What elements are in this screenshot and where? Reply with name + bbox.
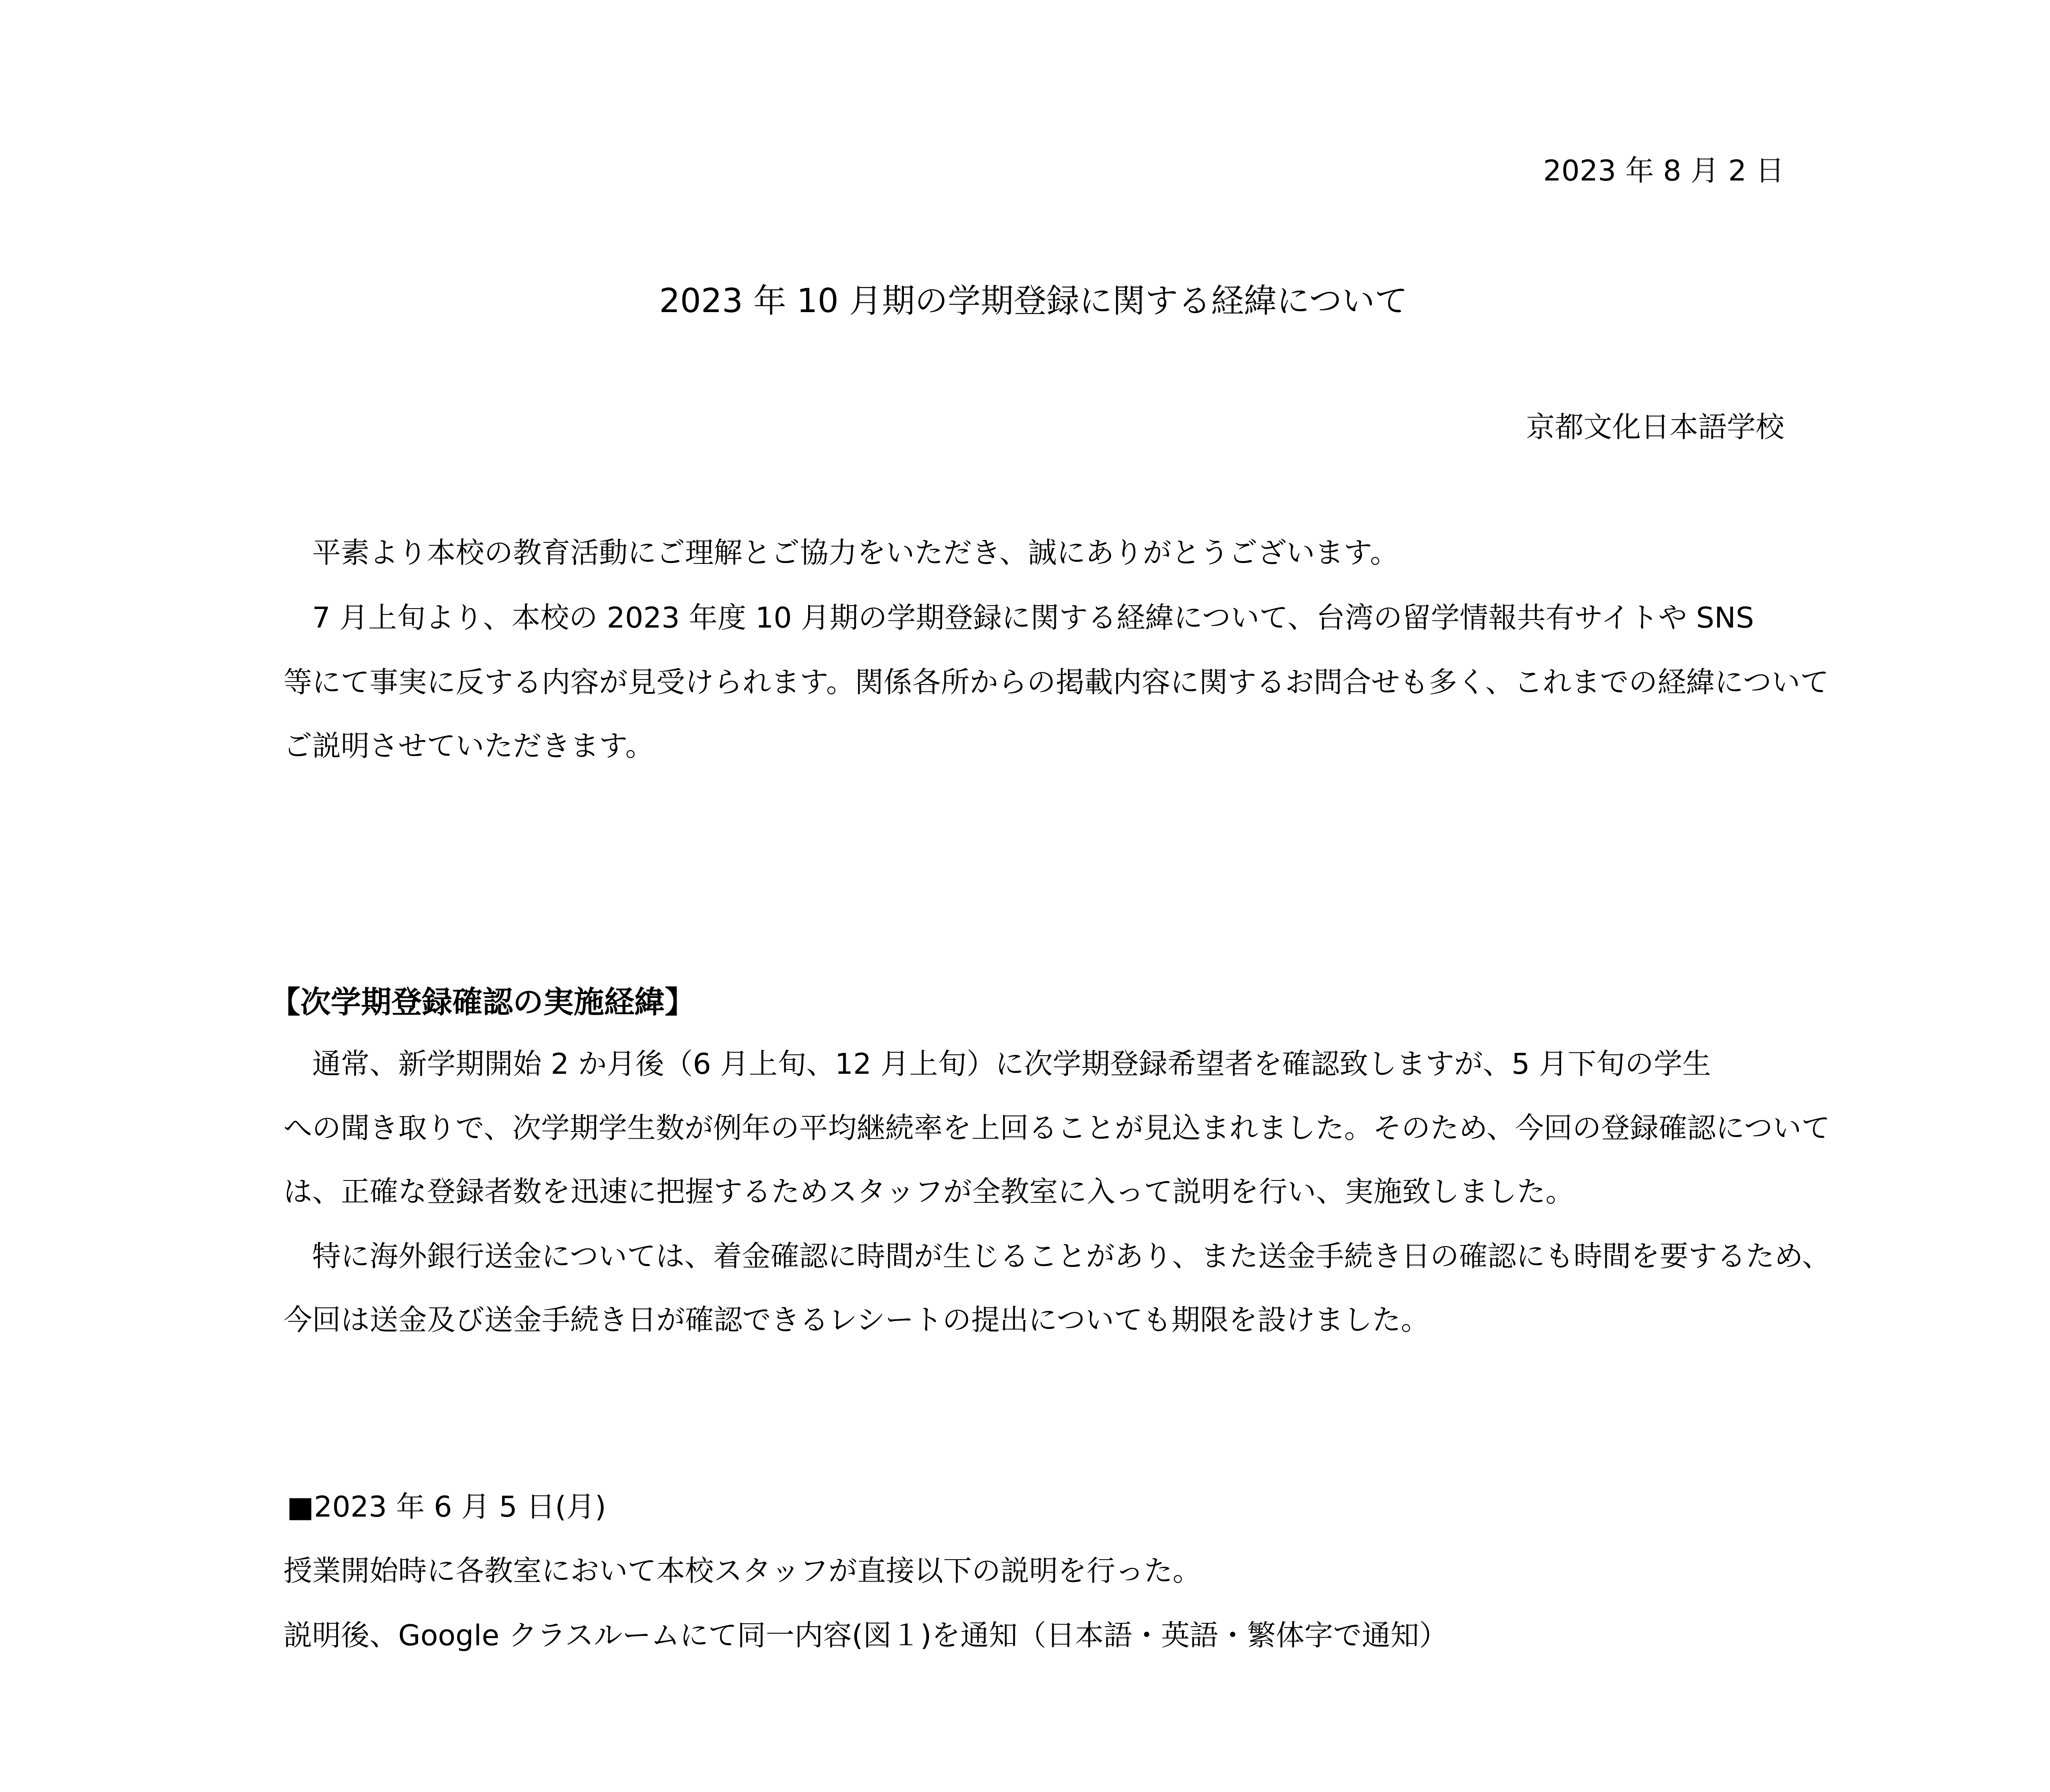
section-line: への聞き取りで、次学期学生数が例年の平均継続率を上回ることが見込まれました。そのため、今回の登録確認について — [283, 1112, 1830, 1145]
section-line: 通常、新学期開始 2 か月後（6 月上旬、12 月上旬）に次学期登録希望者を確認致しますが、5 月下旬の学生 — [283, 1048, 1711, 1081]
event-line: 授業開始時に各教室において本校スタッフが直接以下の説明を行った。 — [283, 1555, 1202, 1588]
document-date: 2023 年 8 月 2 日 — [1543, 154, 1784, 188]
section-line: 特に海外銀行送金については、着金確認に時間が生じることがあり、また送金手続き日の確認にも時間を要するため、 — [283, 1240, 1831, 1273]
intro-line: 平素より本校の教育活動にご理解とご協力をいただき、誠にありがとうございます。 — [283, 536, 1399, 570]
intro-line: 等にて事実に反する内容が見受けられます。関係各所からの掲載内容に関するお問合せも多く、これまでの経緯について — [283, 666, 1829, 699]
section-line: 今回は送金及び送金手続き日が確認できるレシートの提出についても期限を設けました。 — [283, 1304, 1430, 1337]
event-date-heading: ■2023 年 6 月 5 日(月) — [287, 1490, 606, 1524]
section-heading: 【次学期登録確認の実施経緯】 — [270, 984, 696, 1020]
document-title: 2023 年 10 月期の学期登録に関する経緯について — [659, 282, 1408, 320]
intro-line: 7 月上旬より、本校の 2023 年度 10 月期の学期登録に関する経緯について、台湾の留学情報共有サイトや SNS — [283, 601, 1754, 635]
event-line: 説明後、Google クラスルームにて同一内容(図１)を通知（日本語・英語・繁体字で通知） — [283, 1619, 1448, 1652]
section-line: は、正確な登録者数を迅速に把握するためスタッフが全教室に入って説明を行い、実施致しました。 — [283, 1175, 1575, 1209]
document-author: 京都文化日本語学校 — [1526, 411, 1784, 444]
intro-line: ご説明させていただきます。 — [283, 730, 654, 763]
